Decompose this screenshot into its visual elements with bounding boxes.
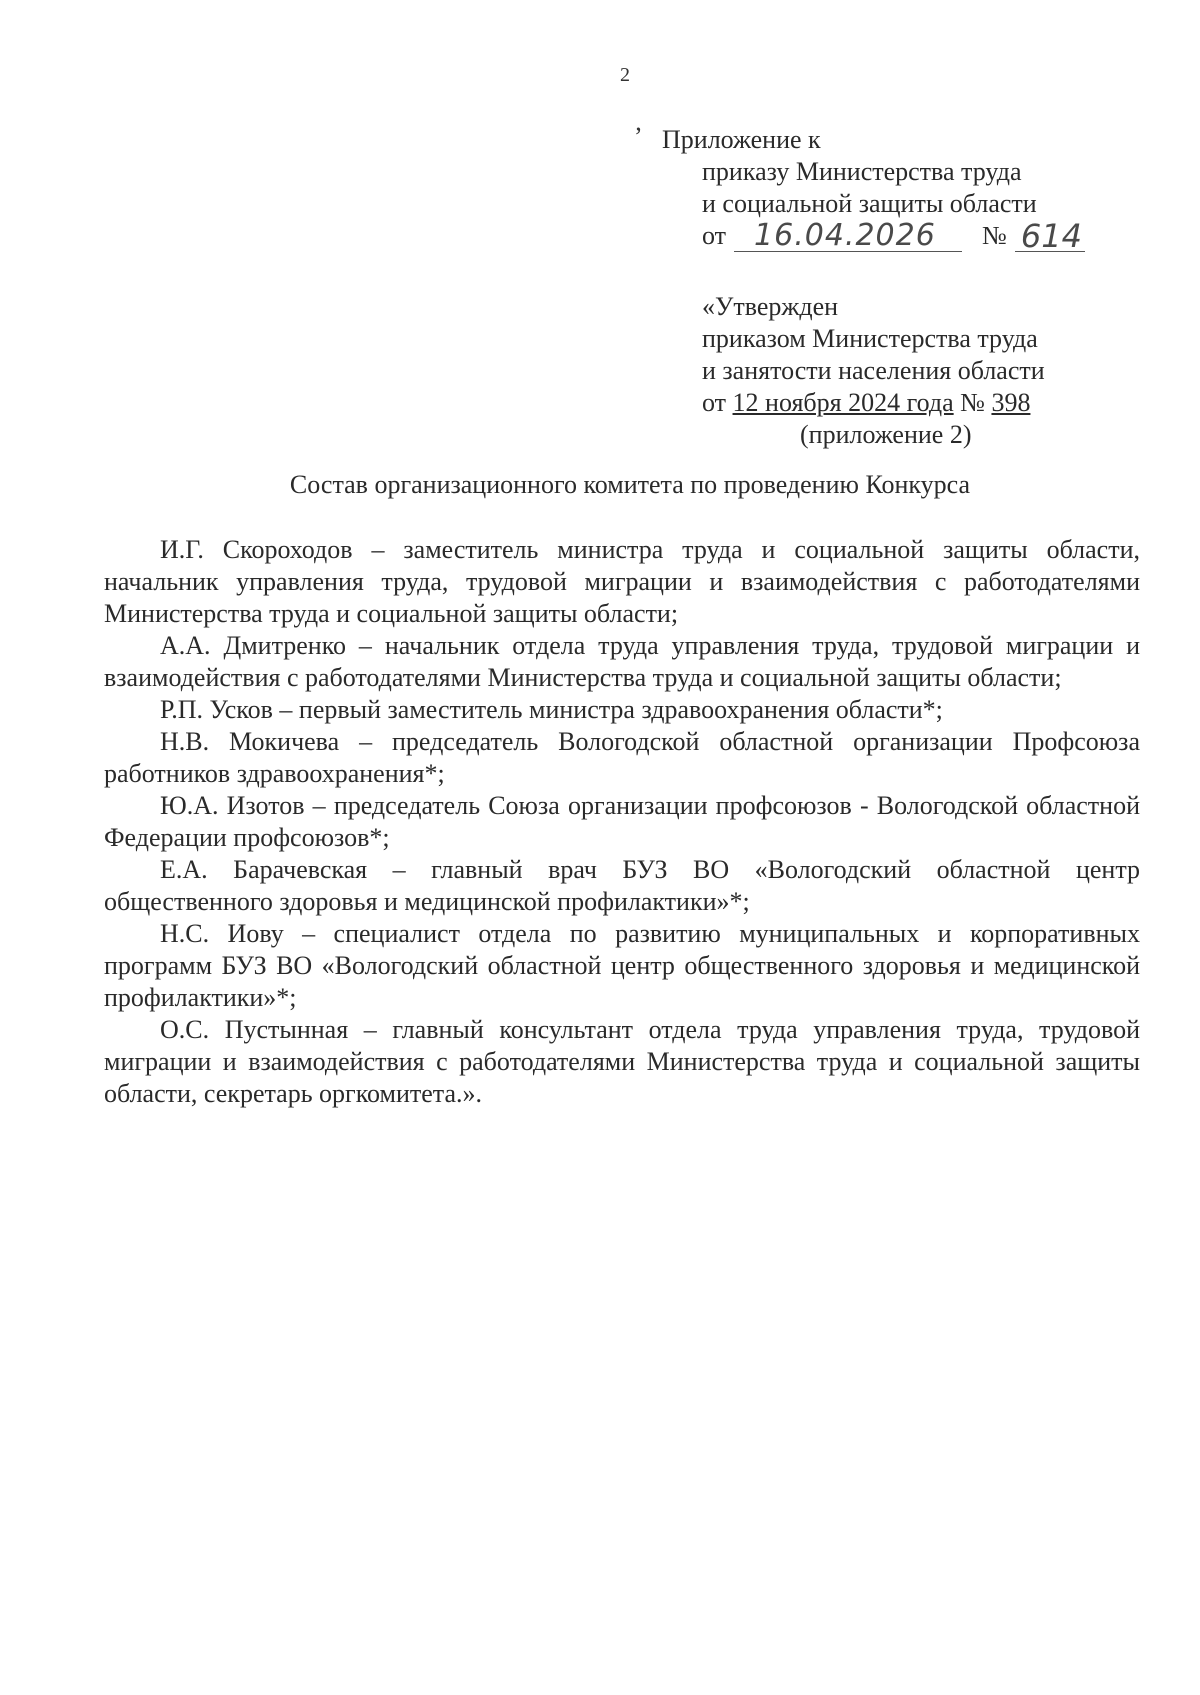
section-title: Состав организационного комитета по проведению Конкурса: [289, 470, 971, 499]
approved-date-line: [702, 387, 1045, 419]
approved-from-label: от: [702, 388, 727, 417]
approved-annex: (приложение 2): [800, 420, 972, 449]
page-number: 2: [620, 64, 630, 86]
attachment-from-label: от: [702, 221, 727, 250]
attachment-number-label: №: [982, 221, 1007, 250]
member-paragraph: О.С. Пустынная – главный консультант отдела труда управления труда, трудовой миграции и взаимодействия с работодателями Министерства труда и социальной защиты области, секретарь оргкомитета.».: [104, 1015, 1140, 1108]
member-paragraph: Р.П. Усков – первый заместитель министра здравоохранения области*;: [160, 695, 943, 724]
approved-block: [702, 291, 1045, 451]
member-paragraph: Н.В. Мокичева – председатель Вологодской областной организации Профсоюза работников здравоохранения*;: [104, 727, 1140, 788]
attachment-line-1: Приложение к: [662, 125, 821, 154]
attachment-date-line: [662, 217, 1085, 255]
approved-number-label: №: [960, 388, 985, 417]
handwritten-date: 16.04.2026: [734, 221, 962, 252]
approved-number: 398: [991, 388, 1031, 417]
handwritten-number: 614: [1015, 221, 1085, 252]
members-list: [104, 534, 1140, 1110]
attachment-block: [662, 124, 1085, 255]
member-paragraph: А.А. Дмитренко – начальник отдела труда управления труда, трудовой миграции и взаимодействия с работодателями Министерства труда и социальной защиты области;: [104, 631, 1140, 692]
member-paragraph: Ю.А. Изотов – председатель Союза организации профсоюзов - Вологодской областной Федерации профсоюзов*;: [104, 791, 1140, 852]
member-paragraph: Е.А. Барачевская – главный врач БУЗ ВО «Вологодский областной центр общественного здоровья и медицинской профилактики»*;: [104, 855, 1140, 916]
attachment-line-3: и социальной защиты области: [702, 189, 1037, 218]
approved-line-1: «Утвержден: [702, 292, 839, 321]
approved-line-3: и занятости населения области: [702, 356, 1045, 385]
attachment-line-2: приказу Министерства труда: [702, 157, 1022, 186]
member-paragraph: Н.С. Иову – специалист отдела по развитию муниципальных и корпоративных программ БУЗ ВО «Вологодский областной центр общественного здоровья и медицинской профилактики»*;: [104, 919, 1140, 1012]
approved-line-2: приказом Министерства труда: [702, 324, 1038, 353]
approved-date: 12 ноября 2024 года: [732, 388, 954, 417]
member-paragraph: И.Г. Скороходов – заместитель министра труда и социальной защиты области, начальник управления труда, трудовой миграции и взаимодействия с работодателями Министерства труда и социальной защиты области;: [104, 535, 1140, 628]
tick-mark: ’: [634, 122, 643, 151]
